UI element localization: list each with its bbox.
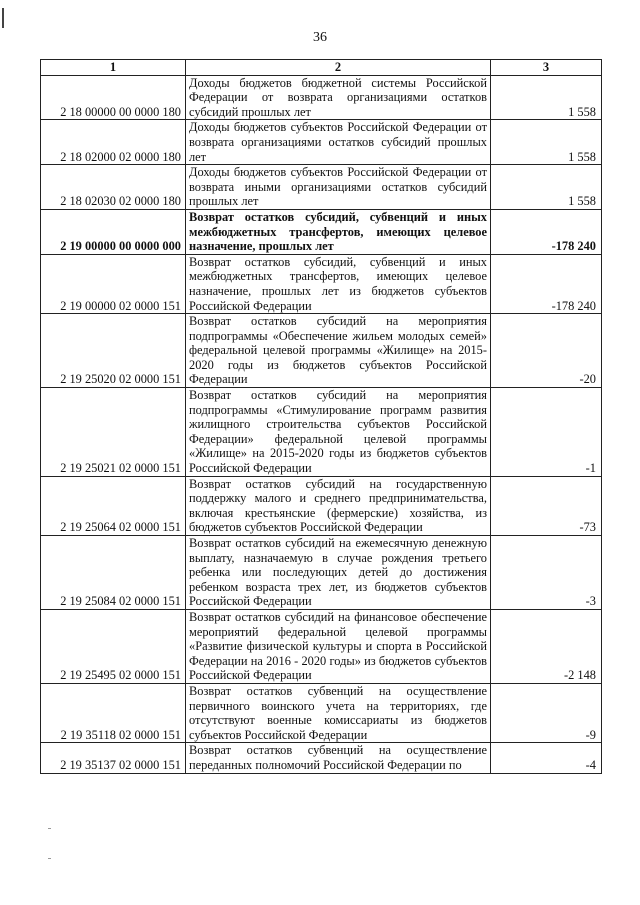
budget-description: Доходы бюджетов бюджетной системы Российской Федерации от возврата организациями остатков субсидий прошлых лет: [186, 75, 491, 120]
budget-code: 2 19 25084 02 0000 151: [41, 536, 186, 610]
budget-code: 2 19 35137 02 0000 151: [41, 743, 186, 773]
budget-code: 2 19 00000 00 0000 000: [41, 209, 186, 254]
budget-table: [40, 59, 602, 774]
scan-artifact: [48, 828, 51, 829]
budget-code: 2 19 25021 02 0000 151: [41, 388, 186, 477]
budget-amount: 1 558: [491, 165, 602, 210]
budget-amount: -20: [491, 314, 602, 388]
table-row: [41, 75, 602, 120]
budget-description: Возврат остатков субвенций на осуществление переданных полномочий Российской Федерации по: [186, 743, 491, 773]
table-row: [41, 314, 602, 388]
table-row: [41, 165, 602, 210]
page-number: 36: [313, 30, 327, 45]
budget-amount: -2 148: [491, 609, 602, 683]
budget-description: Доходы бюджетов субъектов Российской Федерации от возврата иными организациями остатков субсидий прошлых лет: [186, 165, 491, 210]
budget-code: 2 19 35118 02 0000 151: [41, 683, 186, 742]
budget-amount: -4: [491, 743, 602, 773]
budget-description: Доходы бюджетов субъектов Российской Федерации от возврата организациями остатков субсидий прошлых лет: [186, 120, 491, 165]
budget-code: 2 19 25495 02 0000 151: [41, 609, 186, 683]
budget-code: 2 18 02000 02 0000 180: [41, 120, 186, 165]
budget-description: Возврат остатков субсидий на мероприятия подпрограммы «Стимулирование программ развития жилищного строительства субъектов Российской Федерации» федеральной целевой программы «Жилище» на 2015-2020 годы из бюджетов субъектов Российской Федерации: [186, 388, 491, 477]
table-row: [41, 254, 602, 313]
table-row-total: [41, 209, 602, 254]
table-header-row: [41, 60, 602, 76]
table-row: [41, 476, 602, 535]
column-header-amount: 3: [491, 60, 602, 76]
budget-code: 2 18 00000 00 0000 180: [41, 75, 186, 120]
budget-amount: 1 558: [491, 75, 602, 120]
column-header-description: 2: [186, 60, 491, 76]
budget-description: Возврат остатков субсидий на финансовое обеспечение мероприятий федеральной целевой программы «Развитие физической культуры и спорта в Российской Федерации на 2016 - 2020 годы» из бюджетов субъектов Российской Федерации: [186, 609, 491, 683]
budget-description: Возврат остатков субсидий, субвенций и иных межбюджетных трансфертов, имеющих целевое назначение, прошлых лет из бюджетов субъектов Российской Федерации: [186, 254, 491, 313]
budget-code: 2 19 25064 02 0000 151: [41, 476, 186, 535]
budget-amount: -1: [491, 388, 602, 477]
table-body: [41, 75, 602, 773]
budget-amount: 1 558: [491, 120, 602, 165]
budget-description: Возврат остатков субсидий на государственную поддержку малого и среднего предпринимательства, включая крестьянские (фермерские) хозяйства, из бюджетов субъектов Российской Федерации: [186, 476, 491, 535]
budget-amount: -178 240: [491, 254, 602, 313]
budget-amount: -73: [491, 476, 602, 535]
budget-code: 2 19 00000 02 0000 151: [41, 254, 186, 313]
table-row: [41, 683, 602, 742]
budget-description: Возврат остатков субсидий, субвенций и иных межбюджетных трансфертов, имеющих целевое назначение, прошлых лет: [186, 209, 491, 254]
budget-description: Возврат остатков субвенций на осуществление первичного воинского учета на территориях, где отсутствуют военные комиссариаты из бюджетов субъектов Российской Федерации: [186, 683, 491, 742]
table-row: [41, 609, 602, 683]
table-row: [41, 743, 602, 773]
budget-description: Возврат остатков субсидий на ежемесячную денежную выплату, назначаемую в случае рождения третьего ребенка или последующих детей до достижения ребенком возраста трех лет, из бюджетов субъектов Российской Федерации: [186, 536, 491, 610]
column-header-code: 1: [41, 60, 186, 76]
table-row: [41, 388, 602, 477]
budget-amount: -178 240: [491, 209, 602, 254]
budget-amount: -9: [491, 683, 602, 742]
budget-code: 2 18 02030 02 0000 180: [41, 165, 186, 210]
table-row: [41, 536, 602, 610]
budget-code: 2 19 25020 02 0000 151: [41, 314, 186, 388]
table-row: [41, 120, 602, 165]
budget-amount: -3: [491, 536, 602, 610]
scan-edge-mark: [2, 8, 4, 28]
budget-description: Возврат остатков субсидий на мероприятия подпрограммы «Обеспечение жильем молодых семей» федеральной целевой программы «Жилище» на 2015-2020 годы из бюджетов субъектов Российской Федерации: [186, 314, 491, 388]
scan-artifact: [48, 858, 51, 859]
